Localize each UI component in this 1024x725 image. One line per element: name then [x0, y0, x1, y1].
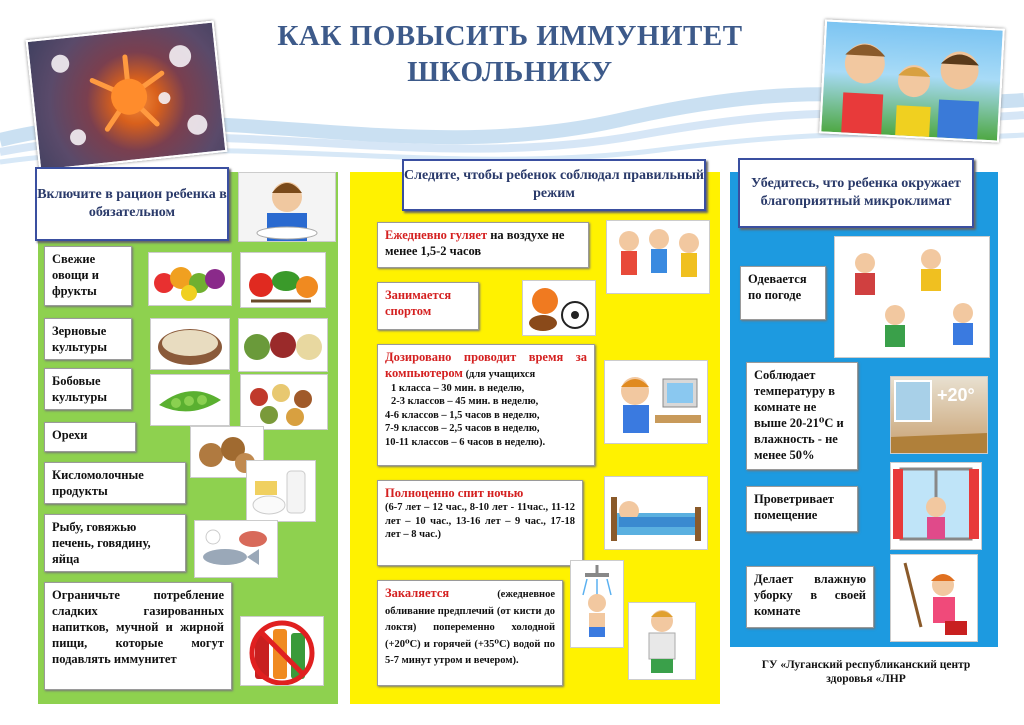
kids-walking-image [606, 220, 710, 294]
item-hardening [377, 580, 563, 686]
item-fruits-vegetables [44, 246, 132, 306]
soda-forbidden-image [240, 616, 324, 686]
item-legumes [44, 368, 132, 410]
window-open-image [890, 462, 982, 550]
item-dairy [44, 462, 186, 504]
child-sleeping-image [604, 476, 708, 550]
item-grains [44, 318, 132, 360]
virus-image [26, 20, 228, 171]
item-cleaning-text: Делает влажную уборку в своей комнате [754, 572, 866, 618]
item-fish-meat-text: Рыбу, говяжью печень, говядину, яйца [52, 520, 151, 566]
item-grains-text: Зерновые культуры [52, 324, 108, 354]
item-walk-red: Ежедневно гуляет [385, 228, 488, 242]
computer-line-4: 7-9 классов – 2,5 часов в неделю, [385, 423, 540, 434]
item-sport-text: Занимается спортом [385, 288, 452, 318]
item-legumes-text: Бобовые культуры [52, 374, 108, 404]
title-line-2: ШКОЛЬНИКУ [407, 56, 613, 88]
thermostat-room-image [890, 376, 988, 454]
nutrition-header-text: Включите в рацион ребенка в обязательном [37, 187, 227, 220]
microclimate-header [738, 158, 974, 228]
routine-header [402, 159, 706, 211]
beans-bowls-image [238, 318, 328, 372]
sport-balls-image [522, 280, 596, 336]
legumes-image [240, 374, 328, 430]
seasons-kids-image [834, 236, 990, 358]
computer-line-5: 10-11 классов – 6 часов в неделю). [385, 436, 546, 448]
item-hardening-red: Закаляется [385, 586, 450, 600]
microclimate-header-text: Убедитесь, что ребенка окружает благоприятный микроклимат [751, 176, 961, 209]
title-line-1: КАК ПОВЫСИТЬ ИММУНИТЕТ [277, 20, 743, 52]
item-temperature [746, 362, 858, 470]
item-walk-text: на воздухе не менее 1,5-2 часов [385, 228, 565, 258]
boy-towel-image [628, 602, 696, 680]
item-walk [377, 222, 589, 268]
computer-line-2: 2-3 классов – 45 мин. в неделю, [391, 396, 539, 407]
routine-header-text: Следите, чтобы ребенок соблюдал правильный режим [404, 168, 704, 201]
boy-eating-image [238, 172, 336, 242]
item-sleep-text: (6-7 лет – 12 час., 8-10 лет - 11час., 11-12 лет – 10 час., 13-16 лет – 9 час., 17-18 лет – 8 час.) [385, 502, 575, 540]
girl-cleaning-image [890, 554, 978, 642]
footer-organization: ГУ «Луганский республиканский центр здоровья «ЛНР [761, 659, 971, 685]
item-ventilate [746, 486, 858, 532]
item-dairy-text: Кисломолочные продукты [52, 468, 144, 498]
nutrition-header [35, 167, 229, 241]
item-hardening-text: (ежедневное обливание предплечий (от кисти до локтя) попеременно холодной (+20⁰С) и горячей (+35⁰С) водой по 5-7 минут утром и вечером). [385, 589, 555, 666]
vegetables-image [240, 252, 326, 308]
item-nuts-text: Орехи [52, 428, 88, 442]
item-computer-red: Дозировано проводит время за компьютером [385, 350, 587, 380]
item-limit-sweets [44, 582, 232, 690]
computer-line-1: 1 класса – 30 мин. в неделю, [391, 382, 525, 394]
item-sleep-red: Полноценно спит ночью [385, 486, 524, 500]
item-nuts [44, 422, 136, 452]
boy-shower-image [570, 560, 624, 648]
fruits-image [148, 252, 232, 306]
item-sleep [377, 480, 583, 566]
grains-image [150, 318, 230, 370]
item-fish-meat [44, 514, 186, 572]
item-temperature-text: Соблюдает температуру в комнате не выше 20-21⁰С и влажность - не менее 50% [754, 368, 844, 462]
item-dress-weather-text: Одевается по погоде [748, 272, 807, 302]
item-computer-intro: (для учащихся [462, 369, 536, 380]
item-ventilate-text: Проветривает помещение [754, 492, 835, 522]
computer-line-3: 4-6 классов – 1,5 часов в неделю, [385, 409, 540, 421]
thermo-label: +20° [937, 385, 975, 405]
fish-meat-image [194, 520, 278, 578]
item-cleaning [746, 566, 874, 628]
boy-computer-image [604, 360, 708, 444]
peas-image [150, 374, 230, 426]
item-computer [377, 344, 595, 466]
children-photo [819, 19, 1005, 142]
item-fruits-vegetables-text: Свежие овощи и фрукты [52, 252, 99, 298]
item-dress-weather [740, 266, 826, 320]
item-limit-sweets-text: Ограничьте потребление сладких газированных напитков, мучной и жирной пищи, которые могут подавлять иммунитет [52, 588, 224, 666]
item-sport [377, 282, 479, 330]
dairy-image [246, 460, 316, 522]
